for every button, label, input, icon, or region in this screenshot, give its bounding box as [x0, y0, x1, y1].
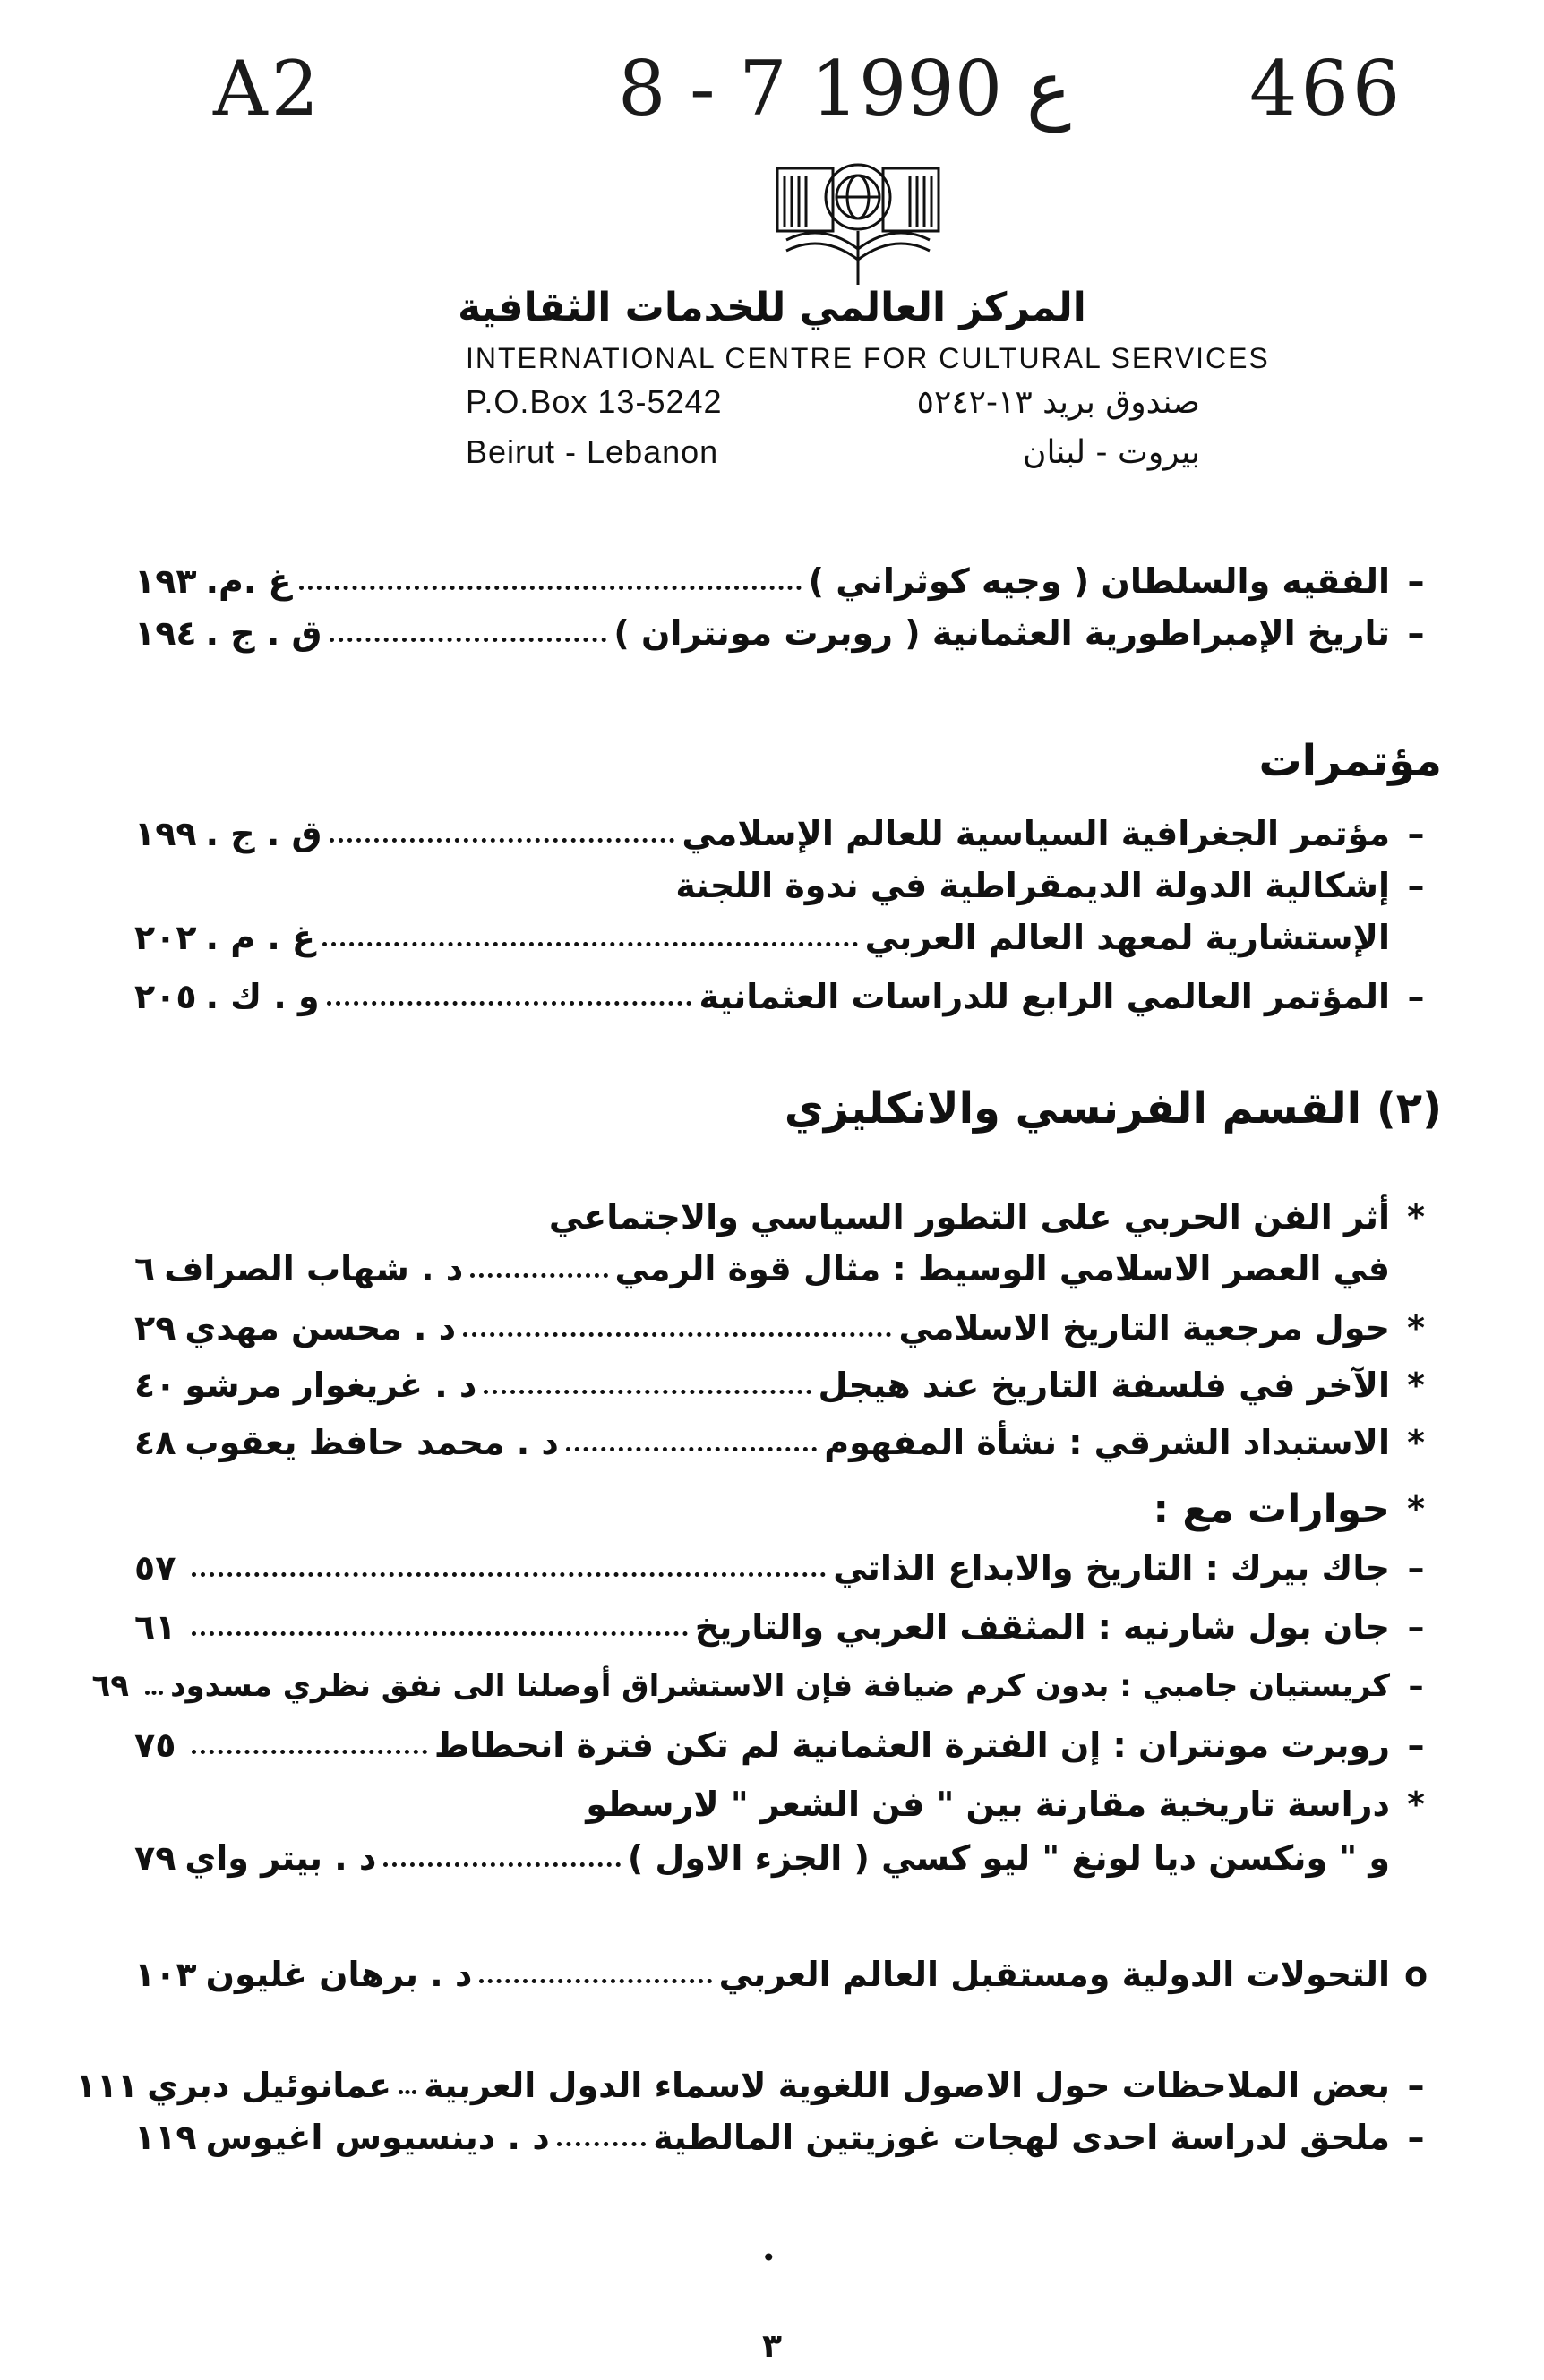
entry-marker: *: [1407, 1489, 1425, 1528]
handwritten-date: 8 - 7 ع 1990: [618, 45, 1071, 133]
leader-dots: [327, 1001, 692, 1006]
leader-dots: [145, 1691, 163, 1695]
po-box-english: P.O.Box 13-5242: [466, 383, 723, 420]
toc-entry: [134, 1542, 1442, 1594]
entry-title: جان بول شارنيه : المثقف العربي والتاريخ: [694, 1607, 1390, 1647]
entry-author: د . برهان غليون: [205, 1955, 473, 1994]
entry-page: ١٩٤: [134, 613, 197, 653]
toc-entry: [134, 912, 1442, 963]
entry-marker: –: [1407, 977, 1425, 1016]
entry-title: الآخر في فلسفة التاريخ عند هيجل: [818, 1366, 1390, 1405]
interviews-heading: حوارات مع :: [1153, 1485, 1390, 1532]
toc-entry: [134, 808, 1442, 860]
book-globe-logo-icon: [768, 150, 948, 294]
entry-title: روبرت مونتران : إن الفترة العثمانية لم تكن فترة انحطاط: [433, 1725, 1390, 1765]
entry-page: ١٩٣: [134, 561, 197, 601]
entry-page: ١٠٣: [134, 1955, 197, 1994]
entry-marker: –: [1407, 1548, 1425, 1588]
leader-dots: [463, 1332, 891, 1337]
entry-marker: –: [1407, 866, 1425, 905]
entry-title: بعض الملاحظات حول الاصول اللغوية لاسماء الدول العربية: [424, 2066, 1390, 2105]
entry-page: ٤٨: [134, 1423, 176, 1462]
toc-entry: [134, 1948, 1442, 2000]
leader-dots: [330, 838, 675, 843]
entry-code: غ . م .: [205, 918, 315, 957]
toc-entry: [134, 1719, 1442, 1771]
footer-dot: •: [761, 2243, 776, 2273]
entry-page: ٧٥: [134, 1725, 176, 1765]
entry-page: ٦٩: [91, 1668, 130, 1704]
interviews-heading-row: [134, 1483, 1442, 1535]
entry-marker: *: [1407, 1308, 1425, 1348]
leader-dots: [192, 1631, 687, 1636]
leader-dots: [479, 1979, 711, 1983]
leader-dots: [192, 1572, 826, 1577]
organization-name-arabic: المركز العالمي للخدمات الثقافية: [458, 285, 1086, 330]
leader-dots: [399, 2090, 416, 2094]
organization-name-english: INTERNATIONAL CENTRE FOR CULTURAL SERVICES: [466, 342, 1270, 374]
toc-entry: [134, 1601, 1442, 1653]
entry-title: مؤتمر الجغرافية السياسية للعالم الإسلامي: [682, 814, 1390, 853]
entry-title: أثر الفن الحربي على التطور السياسي والاجتماعي: [548, 1197, 1390, 1237]
entry-title: إشكالية الدولة الديمقراطية في ندوة اللجنة: [675, 866, 1390, 905]
entry-code: غ .م.: [205, 561, 292, 601]
entry-author: د . بيتر واي: [184, 1838, 377, 1878]
entry-title: دراسة تاريخية مقارنة بين " فن الشعر " لارسطو: [586, 1785, 1390, 1824]
entry-page: ٢٠٥: [134, 977, 197, 1016]
entry-marker: *: [1407, 1366, 1425, 1405]
toc-entry: [134, 971, 1442, 1023]
leader-dots: [330, 638, 607, 642]
toc-entry: [134, 1359, 1442, 1411]
toc-entry: [134, 860, 1442, 912]
entry-page: ٢٩: [134, 1308, 176, 1348]
handwritten-code: A2: [213, 45, 323, 133]
entry-page: ٦١: [134, 1607, 176, 1647]
po-box-arabic: صندوق بريد ١٣-٥٢٤٢: [916, 383, 1200, 421]
entry-page: ١٩٩: [134, 814, 197, 853]
po-box-row: [466, 383, 1200, 421]
toc-entry: [134, 1302, 1442, 1354]
toc-entry: [134, 1191, 1442, 1243]
entry-title: الاستبداد الشرقي : نشأة المفهوم: [824, 1423, 1390, 1462]
entry-author: عمانوئيل دبري: [147, 2066, 392, 2105]
entry-title: و " ونكسن ديا لونغ " ليو كسي ( الجزء الاول ): [627, 1838, 1390, 1878]
toc-entry: [91, 1660, 1442, 1712]
entry-marker: o: [1403, 1955, 1428, 1994]
entry-author: د . شهاب الصراف: [164, 1249, 464, 1288]
leader-dots: [470, 1273, 607, 1278]
entry-marker: –: [1408, 1668, 1424, 1704]
handwritten-number: 466: [1249, 45, 1404, 133]
leader-dots: [322, 942, 858, 946]
toc-entry: [134, 607, 1442, 659]
leader-dots: [484, 1390, 811, 1394]
leader-dots: [557, 2142, 647, 2146]
entry-page: ١١٩: [134, 2118, 197, 2157]
city-arabic: بيروت - لبنان: [1023, 433, 1200, 471]
entry-page: ٦: [134, 1249, 156, 1288]
page-number: ٣: [762, 2328, 782, 2365]
toc-entry: [134, 555, 1442, 607]
entry-marker: –: [1407, 2118, 1425, 2157]
entry-title: جاك بيرك : التاريخ والابداع الذاتي: [833, 1548, 1390, 1588]
entry-marker: –: [1407, 1725, 1425, 1765]
entry-title: الفقيه والسلطان ( وجيه كوثراني ): [808, 561, 1390, 601]
entry-title: في العصر الاسلامي الوسيط : مثال قوة الرمي: [614, 1249, 1390, 1288]
entry-marker: *: [1407, 1197, 1425, 1237]
entry-marker: –: [1407, 561, 1425, 601]
leader-dots: [383, 1862, 620, 1867]
entry-page: ١١١: [75, 2066, 139, 2105]
leader-dots: [299, 586, 802, 590]
entry-title: المؤتمر العالمي الرابع للدراسات العثمانية: [699, 977, 1390, 1016]
entry-page: ٤٠: [134, 1366, 176, 1405]
city-row: [466, 433, 1200, 471]
entry-page: ٢٠٢: [134, 918, 197, 957]
toc-entry: [134, 1832, 1442, 1884]
toc-entry: [134, 1243, 1442, 1295]
entry-marker: *: [1407, 1423, 1425, 1462]
entry-title: التحولات الدولية ومستقبل العالم العربي: [718, 1955, 1390, 1994]
entry-author: د . غريغوار مرشو: [184, 1366, 477, 1405]
toc-entry: [75, 2059, 1442, 2111]
entry-code: ق . ج .: [205, 814, 322, 853]
entry-title: تاريخ الإمبراطورية العثمانية ( روبرت مونتران ): [613, 613, 1390, 653]
entry-marker: *: [1407, 1785, 1425, 1824]
section-heading: (٢) القسم الفرنسي والانكليزي: [784, 1083, 1442, 1134]
entry-title: كريستيان جامبي : بدون كرم ضيافة فإن الاستشراق أوصلنا الى نفق نظري مسدود: [170, 1668, 1390, 1704]
entry-title: حول مرجعية التاريخ الاسلامي: [898, 1308, 1390, 1348]
entry-marker: –: [1407, 814, 1425, 853]
entry-author: د . محمد حافظ يعقوب: [184, 1423, 559, 1462]
toc-entry: [134, 2111, 1442, 2163]
entry-title: ملحق لدراسة احدى لهجات غوزيتين المالطية: [653, 2118, 1390, 2157]
leader-dots: [192, 1750, 426, 1754]
leader-dots: [566, 1447, 817, 1451]
entry-marker: –: [1407, 2066, 1425, 2105]
entry-code: و . ك .: [205, 977, 320, 1016]
toc-entry: [134, 1417, 1442, 1468]
city-english: Beirut - Lebanon: [466, 433, 719, 470]
entry-title: الإستشارية لمعهد العالم العربي: [864, 918, 1390, 957]
entry-page: ٥٧: [134, 1548, 176, 1588]
entry-marker: –: [1407, 1607, 1425, 1647]
entry-code: ق . ج .: [205, 613, 322, 653]
entry-author: د . محسن مهدي: [184, 1308, 457, 1348]
entry-author: د . دينسيوس اغيوس: [205, 2118, 550, 2157]
entry-marker: –: [1407, 613, 1425, 653]
entry-page: ٧٩: [134, 1838, 176, 1878]
conferences-heading: مؤتمرات: [1258, 736, 1442, 786]
toc-entry: [134, 1778, 1442, 1830]
